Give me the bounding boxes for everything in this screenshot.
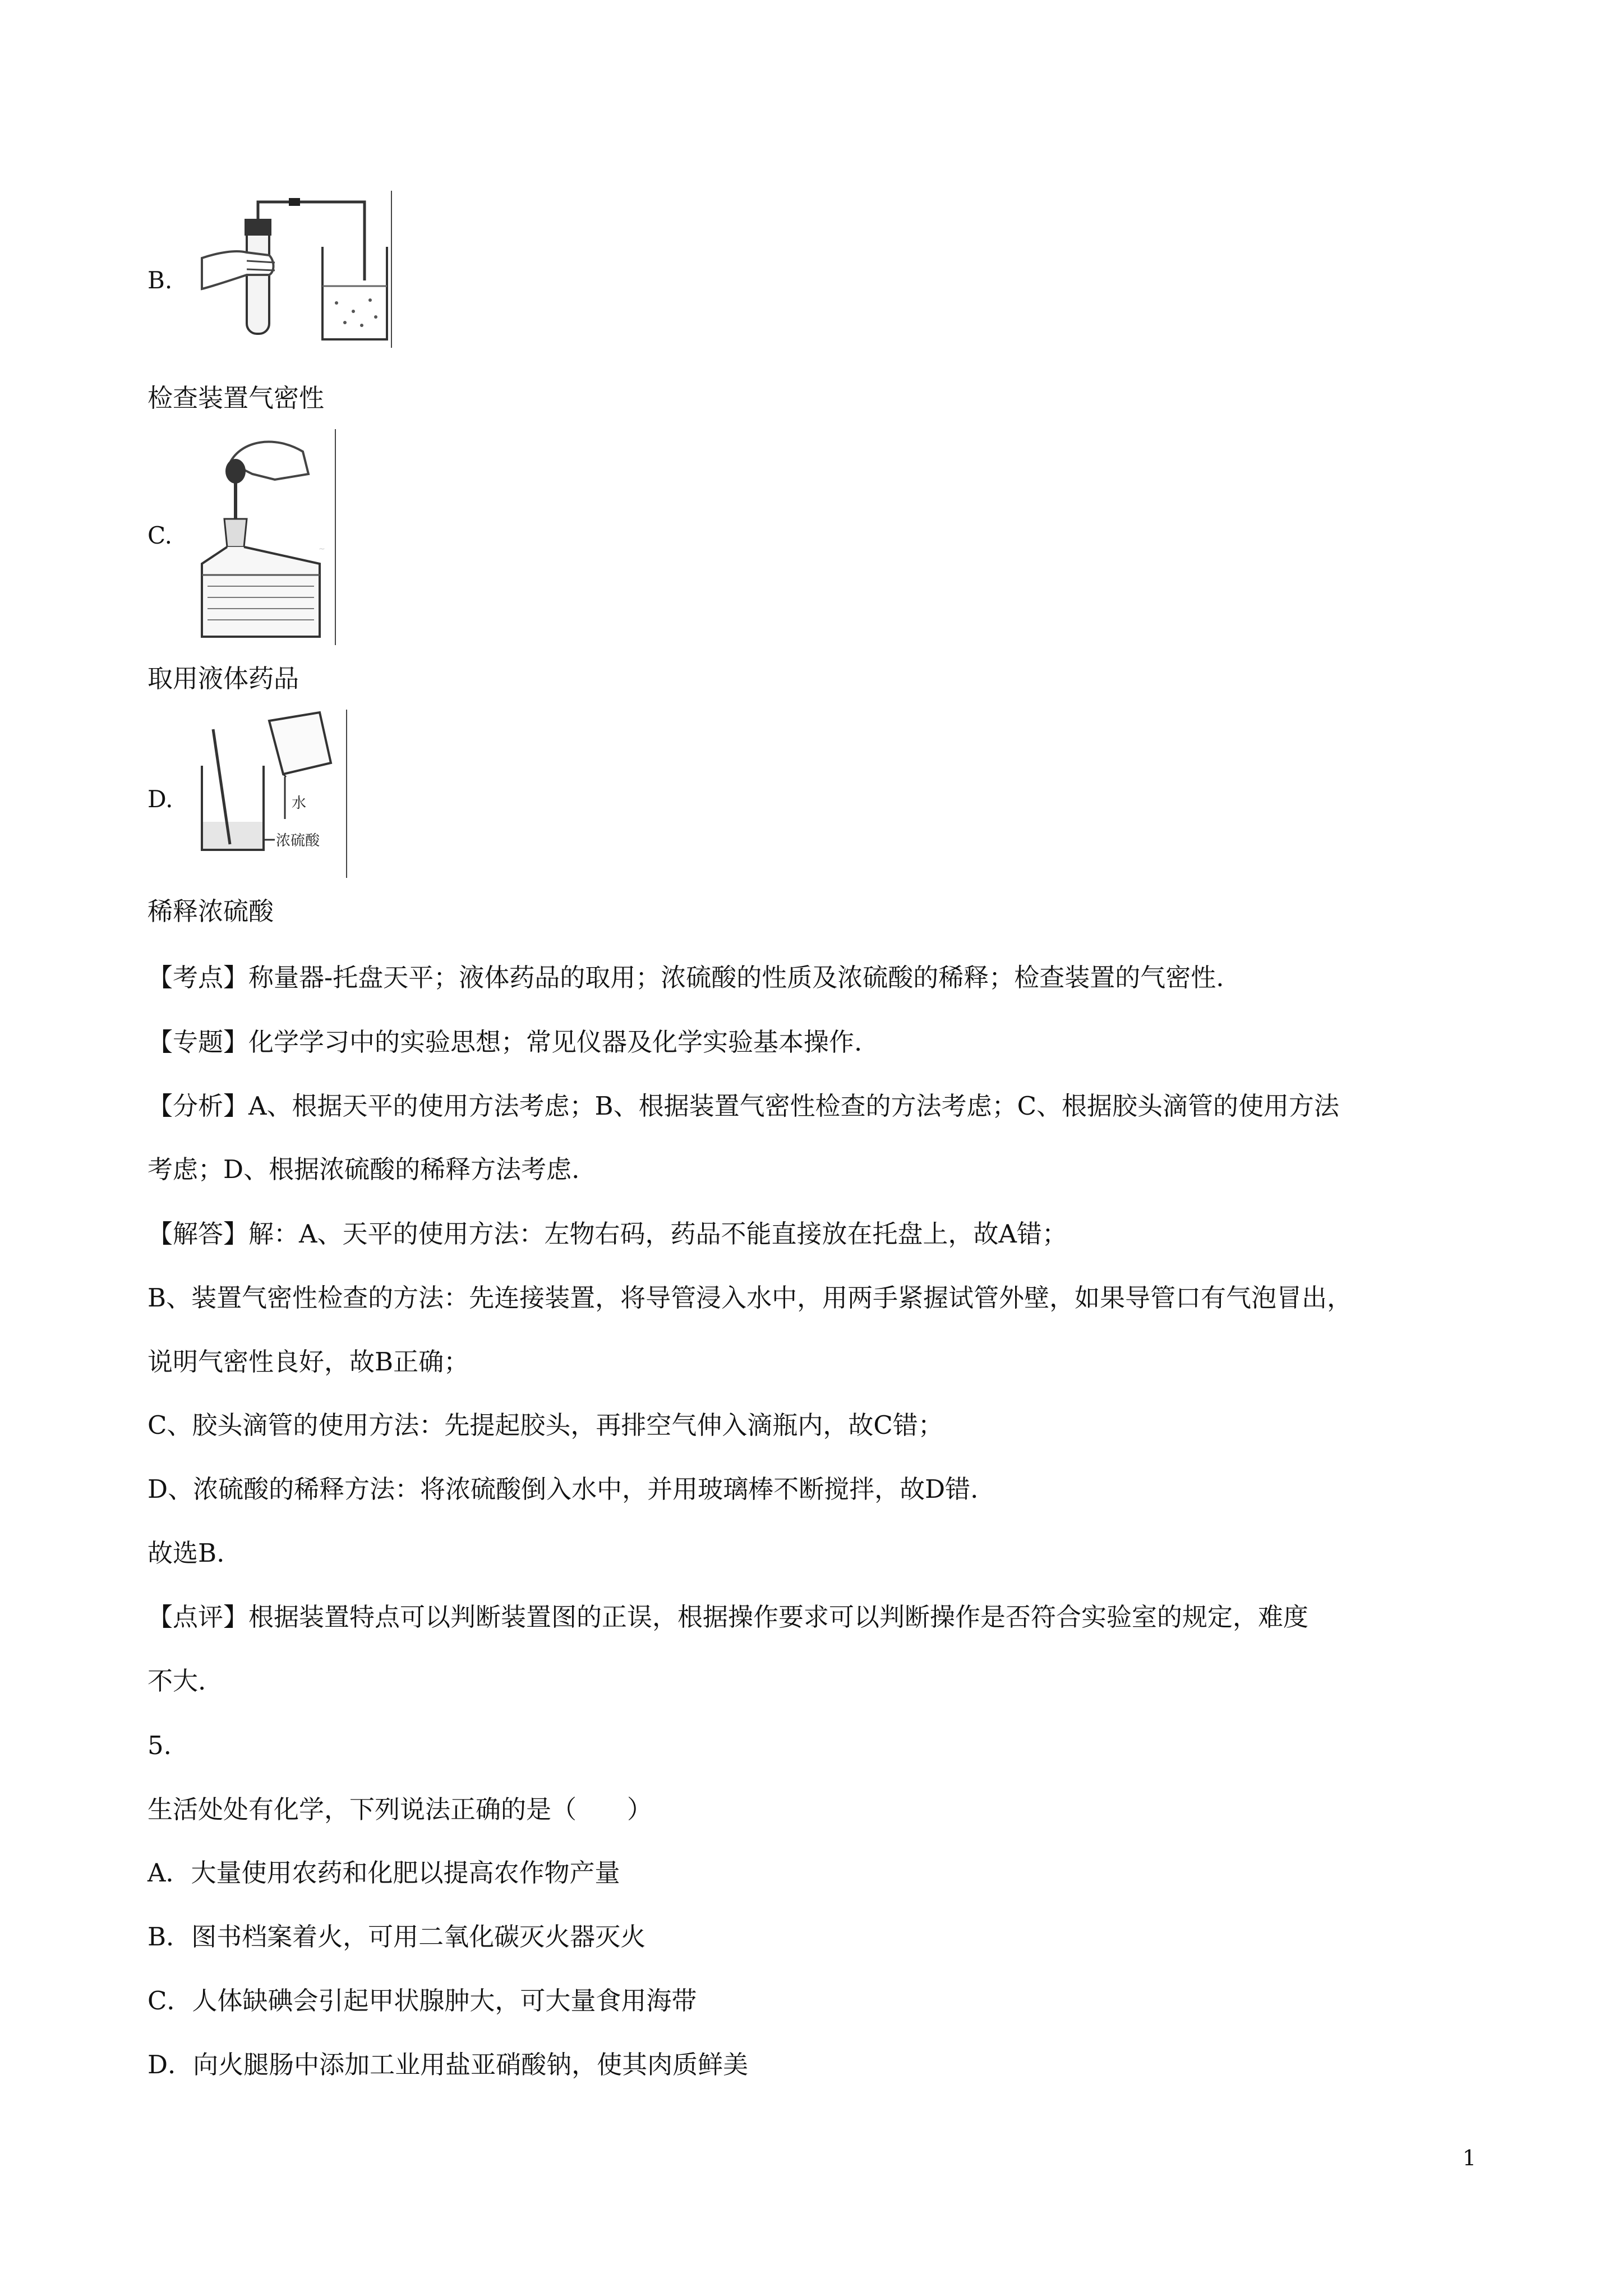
page-number: 1 [1462,2146,1476,2170]
svg-text:~: ~ [319,545,325,554]
dropper-bottle-figure [191,429,336,645]
answer-text: 故选B. [147,1538,225,1568]
dianping-text-1: 【点评】根据装置特点可以判断装置图的正误，根据操作要求可以判断操作是否符合实验室的规定，难度 [147,1602,1309,1632]
jieda-text-4: C、胶头滴管的使用方法：先提起胶头，再排空气伸入滴瓶内，故C错； [147,1410,943,1440]
dilute-acid-figure [191,710,348,878]
option-b: B．图书档案着火，可用二氧化碳灭火器灭火 [147,1922,646,1952]
fenxi-text-2: 考虑；D、根据浓硫酸的稀释方法考虑. [147,1154,580,1184]
zhuanti-text: 【专题】化学学习中的实验思想；常见仪器及化学实验基本操作. [147,1027,863,1057]
dianping-text-2: 不大. [147,1666,206,1696]
jieda-text-2: B、装置气密性检查的方法：先连接装置，将导管浸入水中，用两手紧握试管外壁，如果导管口有气泡冒出， [147,1283,1353,1313]
question-number: 5. [147,1731,172,1760]
option-b-caption: 检查装置气密性 [147,383,325,413]
option-d-label: D. [147,785,173,813]
acid-label: 浓硫酸 [276,832,320,849]
airtightness-check-figure [191,191,393,348]
water-label: 水 [292,795,307,812]
question-stem: 生活处处有化学，下列说法正确的是（ ） [147,1795,653,1824]
option-a: A．大量使用农药和化肥以提高农作物产量 [147,1858,620,1888]
option-c-caption: 取用液体药品 [147,664,299,693]
jieda-text-1: 【解答】解：A、天平的使用方法：左物右码，药品不能直接放在托盘上，故A错； [147,1219,1067,1249]
fenxi-text-1: 【分析】A、根据天平的使用方法考虑；B、根据装置气密性检查的方法考虑；C、根据胶头滴管的使用方法 [147,1091,1340,1121]
option-c-label: C. [147,522,172,549]
jieda-text-3: 说明气密性良好，故B正确； [147,1347,469,1377]
option-c: C．人体缺碘会引起甲状腺肿大，可大量食用海带 [147,1986,697,2016]
jieda-text-5: D、浓硫酸的稀释方法：将浓硫酸倒入水中，并用玻璃棒不断搅拌，故D错. [147,1474,979,1504]
option-b-label: B. [147,266,173,294]
option-d: D．向火腿肠中添加工业用盐亚硝酸钠，使其肉质鲜美 [147,2050,749,2079]
kaodian-text: 【考点】称量器-托盘天平；液体药品的取用；浓硫酸的性质及浓硫酸的稀释；检查装置的气密性. [147,963,1224,992]
option-d-caption: 稀释浓硫酸 [147,896,274,926]
